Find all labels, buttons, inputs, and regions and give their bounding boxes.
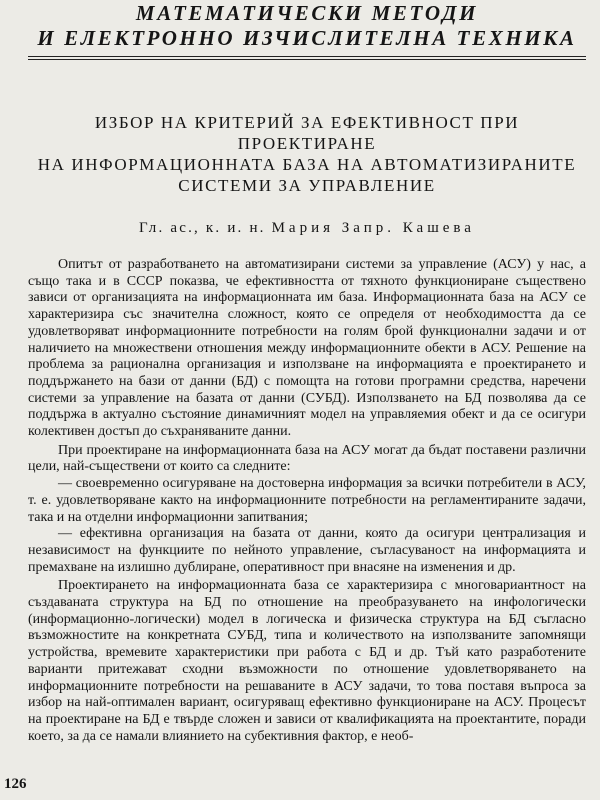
paragraph-3: Проектирането на информационната база се характеризира с многовариантност на създаваната структура на БД по отношение на преобразуването на инфологически (информационно-логически) модел в логическа и физическа структура на БД съгласно възможностите на конкретната СУБД, типа и количеството на използваните запомнящи устройства, времевите характеристики при работа с БД и др. Тъй като разработените варианти притежават сходни възможности по отношение удовлетворяването на информационните потребности на решаваните в АСУ задачи, то това поставя въпроса за избор на най-оптимален вариант, осигуряващ ефективно функциониране на АСУ. Процесът на проектиране на БД е твърде сложен и зависи от квалификацията на проектантите, поради което, за да се намали влиянието на субективния фактор, е необ- <box>28 578 586 744</box>
journal-header-line-2: И ЕЛЕКТРОННО ИЗЧИСЛИТЕЛНА ТЕХНИКА <box>37 26 577 50</box>
author-line <box>28 220 586 237</box>
article-title-line-3: СИСТЕМИ ЗА УПРАВЛЕНИЕ <box>178 176 436 195</box>
article-title-line-2: НА ИНФОРМАЦИОННАТА БАЗА НА АВТОМАТИЗИРАНИТЕ <box>37 155 577 174</box>
header-rule-bottom <box>28 59 586 60</box>
author-rank: Гл. ас., к. и. н. <box>139 220 266 236</box>
list-item-2: — ефективна организация на базата от данни, която да осигури централизация и независимост на функциите по нейното управление, съгласуваност на информацията и премахване на излишно дублиране, оперативност при внасяне на изменения и др. <box>28 526 586 575</box>
list-item-1: — своевременно осигуряване на достоверна информация за всички потребители в АСУ, т. е. удовлетворяване както на информационните потребности на регламентираните задачи, така и на отделни информационни запитвания; <box>28 476 586 525</box>
article-title-line-1: ИЗБОР НА КРИТЕРИЙ ЗА ЕФЕКТИВНОСТ ПРИ ПРОЕКТИРАНЕ <box>94 113 520 153</box>
header-rule-top <box>28 56 586 57</box>
article-title <box>28 112 586 196</box>
article-body <box>28 257 586 745</box>
paragraph-2: При проектиране на информационната база на АСУ могат да бъдат поставени различни цели, най-съществени от които са следните: <box>28 442 586 475</box>
page-number: 126 <box>4 776 27 792</box>
journal-header <box>28 1 586 51</box>
journal-header-line-1: МАТЕМАТИЧЕСКИ МЕТОДИ <box>135 1 479 25</box>
paragraph-1: Опитът от разработването на автоматизирани системи за управление (АСУ) у нас, а също така и в СССР показва, че ефективността от тяхното функциониране съществено зависи от организацията на информационната им база. Информационната база на АСУ се характеризира със значителна сложност, която се определя от необходимостта да се удовлетворяват информационните потребности на голям брой функционални задачи и от наличието на множествени отношения между информационните обекти в АСУ. Решение на проблема за рационална организация и използване на информацията е проектирането и поддържането на бази от данни (БД) с помощта на готови програмни средства, наречени системи за управление на базата от данни (СУБД). Използването на БД позволява да се поддържа в актуално състояние динамичният модел на управляемия обект и да се осигури колективен достъп до съхраняваните данни. <box>28 257 586 440</box>
author-name: Мария Запр. Кашева <box>271 220 475 236</box>
